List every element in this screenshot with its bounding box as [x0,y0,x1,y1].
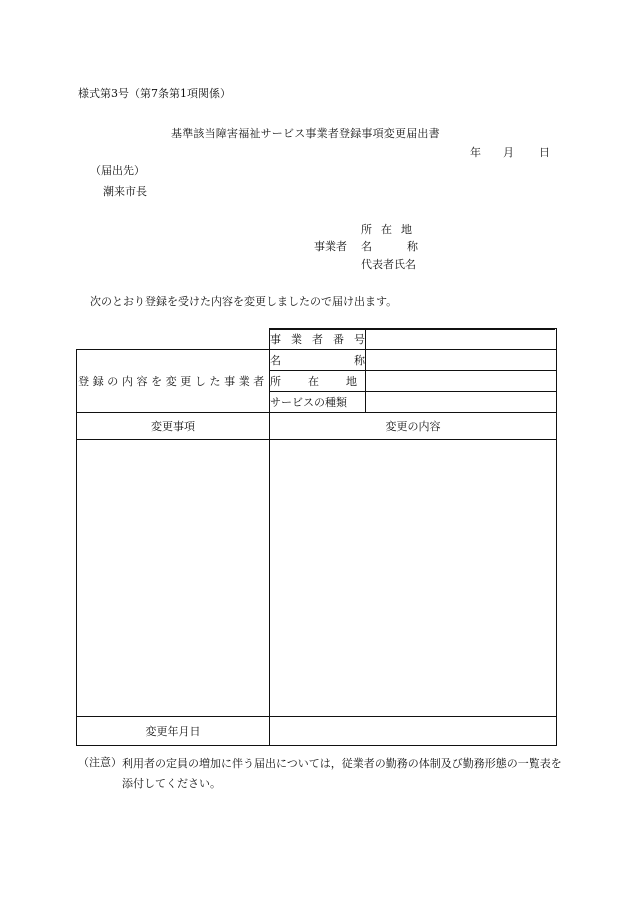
submitter-operator-label: 事業者 [314,240,347,253]
name-field[interactable] [366,350,557,371]
intro-text: 次のとおり登録を受けた内容を変更しましたので届け出ます。 [90,295,398,308]
address-field[interactable] [366,371,557,392]
operator-number-field[interactable] [366,329,557,350]
change-content-header: 変更の内容 [270,413,557,440]
service-type-field[interactable] [366,392,557,413]
date-day-label: 日 [539,146,550,159]
change-form-table [76,328,557,746]
table-row [77,717,557,746]
change-date-field[interactable] [270,717,557,746]
operator-number-label: 事業者番号 [270,333,365,346]
change-item-header: 変更事項 [77,413,270,440]
document-title: 基準該当障害福祉サービス事業者登録事項変更届出書 [171,127,440,140]
note-label: （注意） [78,756,122,769]
recipient-label: （届出先） [90,164,145,177]
submitter-representative-label: 代表者氏名 [361,258,416,271]
name-label: 名称 [270,354,365,367]
change-item-field[interactable] [77,440,270,717]
form-number: 様式第3号（第7条第1項関係） [78,87,231,100]
address-label-cell [270,371,366,392]
submitter-name-label: 名称 [361,240,418,253]
table-row [77,329,557,350]
date-year-label: 年 [470,146,481,159]
change-content-field[interactable] [270,440,557,717]
table-row [77,440,557,717]
changed-operator-label: 登録の内容を変更した事業者 [78,375,268,388]
operator-number-label-cell [270,329,366,350]
note-text: 利用者の定員の増加に伴う届出については，従業者の勤務の体制及び勤務形態の一覧表を添付してください。 [122,757,562,790]
recipient-name: 潮来市長 [103,185,147,198]
service-type-label: サービスの種類 [270,396,347,409]
changed-operator-cell [77,350,270,413]
table-row [77,350,557,371]
address-label: 所在地 [270,375,357,388]
change-date-label: 変更年月日 [77,717,270,746]
table-row [77,413,557,440]
name-label-cell [270,350,366,371]
date-month-label: 月 [503,146,514,159]
service-type-label-cell [270,392,366,413]
submitter-address-label: 所在地 [361,223,421,236]
